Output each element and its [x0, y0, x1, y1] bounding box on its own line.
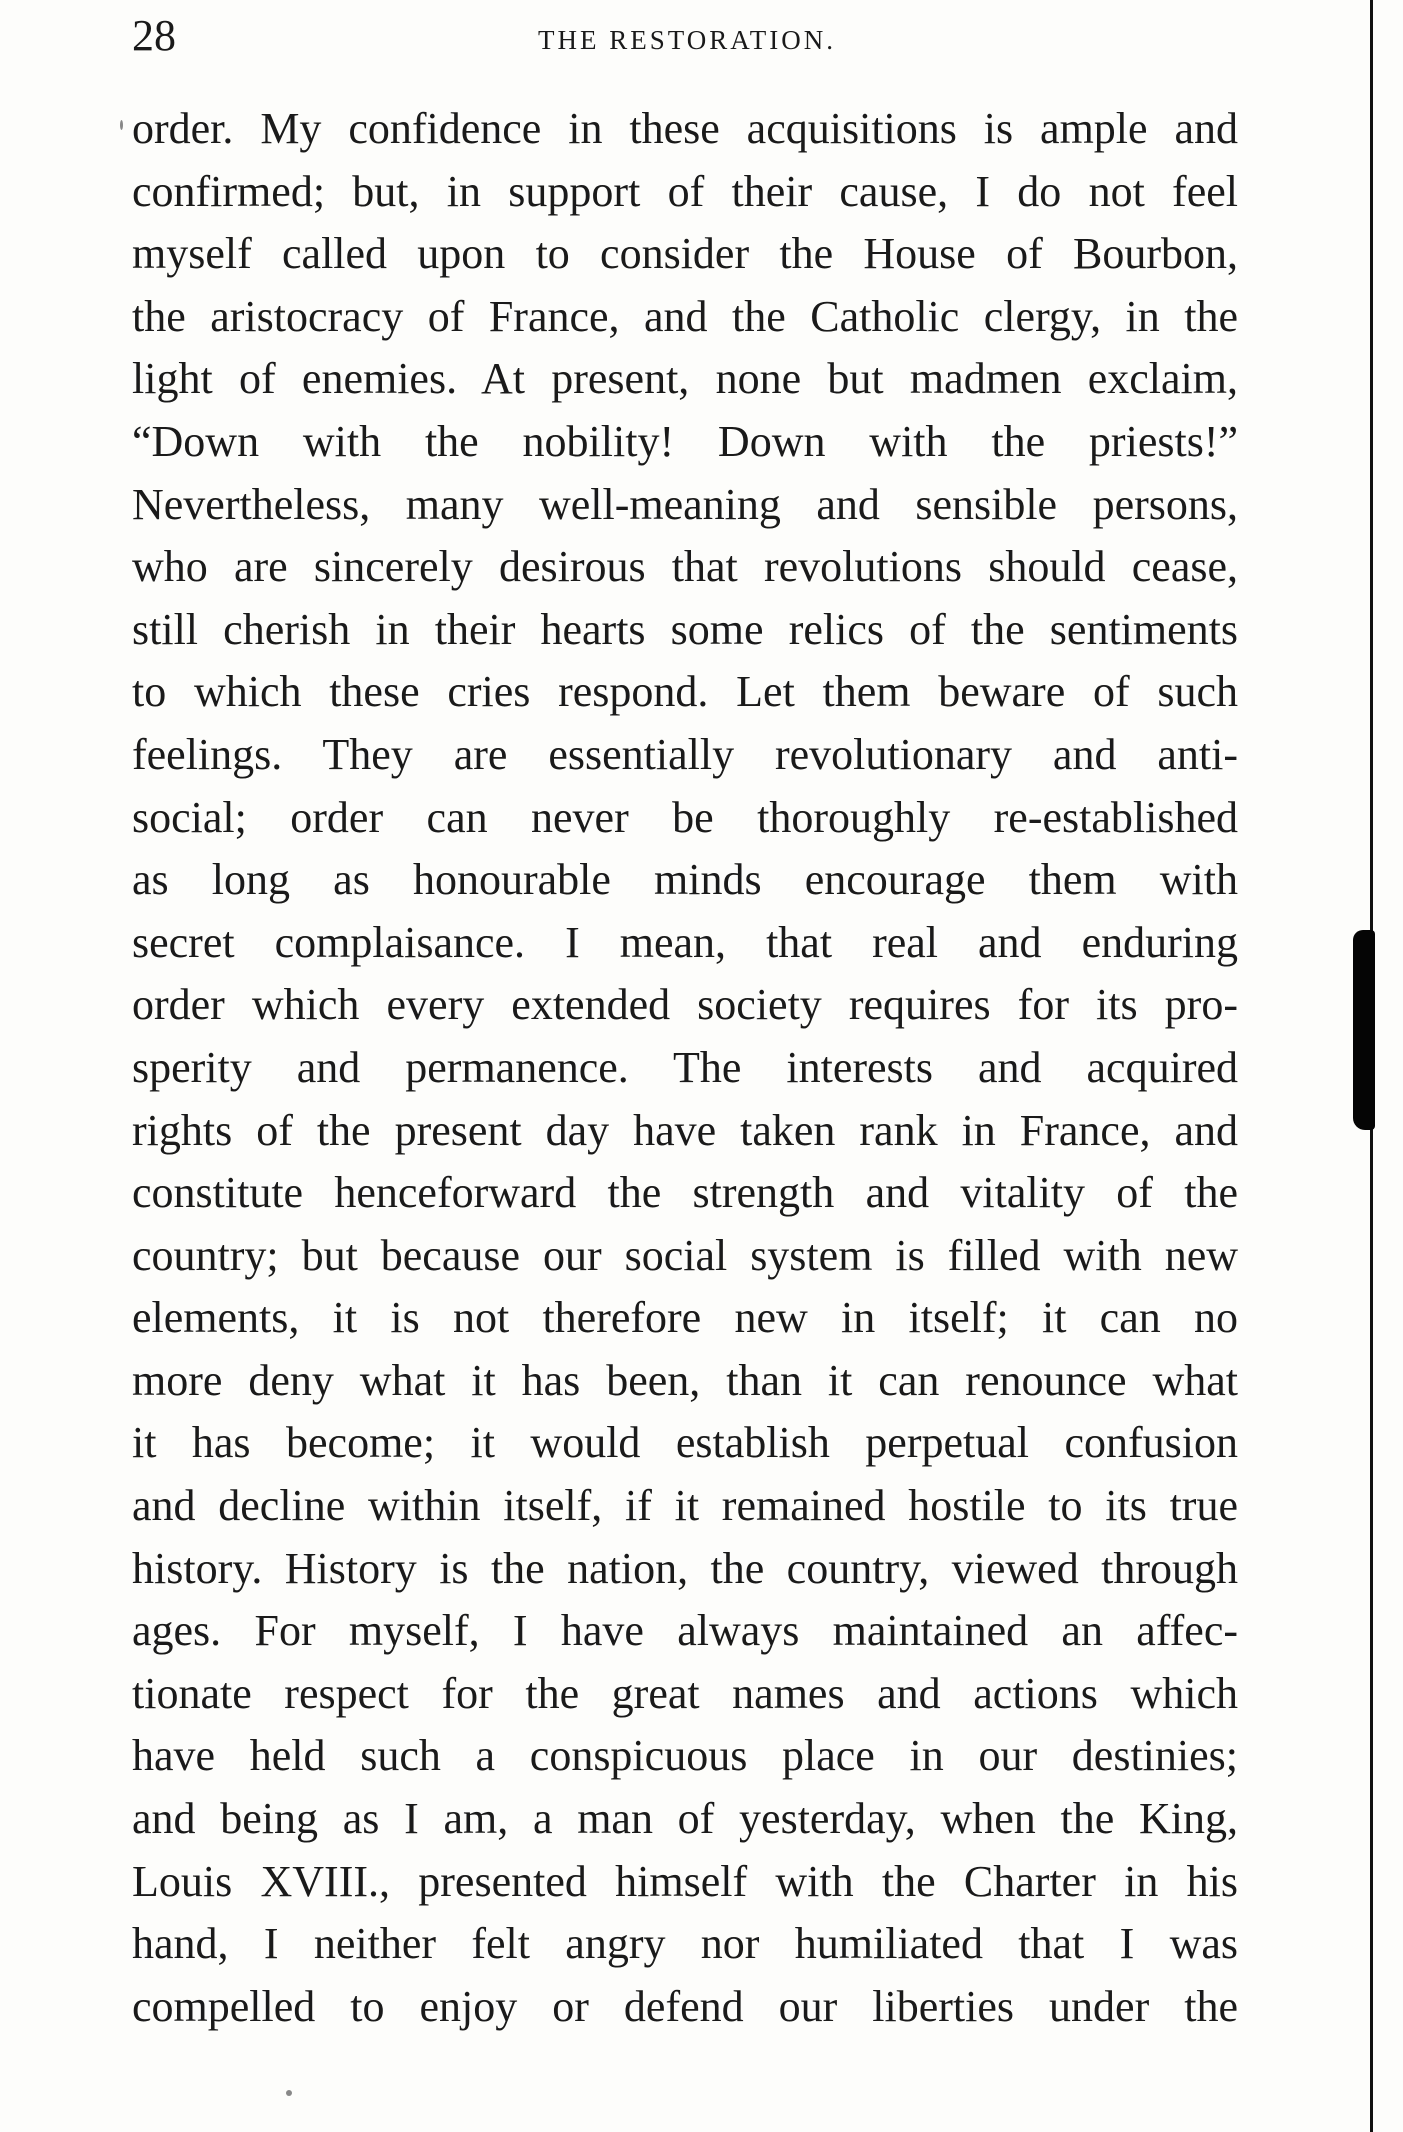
text-line: confirmed; but, in support of their cause, I do not feel	[132, 166, 1238, 216]
text-line: history. History is the nation, the country, viewed through	[132, 1543, 1238, 1593]
text-line: feelings. They are essentially revolutionary and anti-	[132, 729, 1238, 779]
scan-speck	[120, 120, 123, 130]
text-line: Louis XVIII., presented himself with the Charter in his	[132, 1856, 1238, 1906]
text-line: as long as honourable minds encourage them with	[132, 855, 1238, 905]
running-title: THE RESTORATION.	[537, 25, 836, 55]
text-line: country; but because our social system is filled with new	[132, 1230, 1238, 1280]
text-line: and being as I am, a man of yesterday, when the King,	[132, 1794, 1238, 1844]
text-line: order which every extended society requires for its pro-	[132, 980, 1238, 1030]
text-line: still cherish in their hearts some relics of the sentiments	[132, 604, 1238, 654]
text-line: “Down with the nobility! Down with the priests!”	[132, 416, 1238, 466]
text-line: order. My confidence in these acquisitions is ample and	[132, 104, 1238, 153]
text-line: social; order can never be thoroughly re-established	[132, 792, 1238, 842]
text-line: the aristocracy of France, and the Catholic clergy, in the	[132, 291, 1238, 341]
page-edge-blot	[1353, 930, 1375, 1130]
text-line: and decline within itself, if it remained hostile to its true	[132, 1481, 1238, 1531]
text-line: it has become; it would establish perpetual confusion	[132, 1418, 1238, 1468]
text-line: to which these cries respond. Let them beware of such	[132, 667, 1238, 717]
text-line: Nevertheless, many well-meaning and sensible persons,	[132, 479, 1238, 529]
text-line: ages. For myself, I have always maintained an affec-	[132, 1606, 1238, 1656]
text-line: tionate respect for the great names and actions which	[132, 1668, 1238, 1718]
text-line: myself called upon to consider the House of Bourbon,	[132, 229, 1238, 279]
scan-speck	[286, 2090, 292, 2096]
text-line: constitute henceforward the strength and vitality of the	[132, 1168, 1238, 1218]
text-line: sperity and permanence. The interests and acquired	[132, 1042, 1238, 1092]
text-line: secret complaisance. I mean, that real and enduring	[132, 917, 1238, 967]
page-number: 28	[132, 11, 176, 60]
text-line: who are sincerely desirous that revolutions should cease,	[132, 542, 1238, 592]
text-line: light of enemies. At present, none but madmen exclaim,	[132, 354, 1238, 404]
text-line: elements, it is not therefore new in itself; it can no	[132, 1293, 1238, 1343]
text-line: have held such a conspicuous place in our destinies;	[132, 1731, 1238, 1781]
body-text	[132, 98, 1238, 2038]
text-line: compelled to enjoy or defend our liberties under the	[132, 1981, 1238, 2031]
text-line: rights of the present day have taken rank in France, and	[132, 1105, 1238, 1155]
text-line: more deny what it has been, than it can renounce what	[132, 1355, 1238, 1405]
text-line: hand, I neither felt angry nor humiliated that I was	[132, 1919, 1238, 1969]
page-header	[132, 6, 1242, 66]
